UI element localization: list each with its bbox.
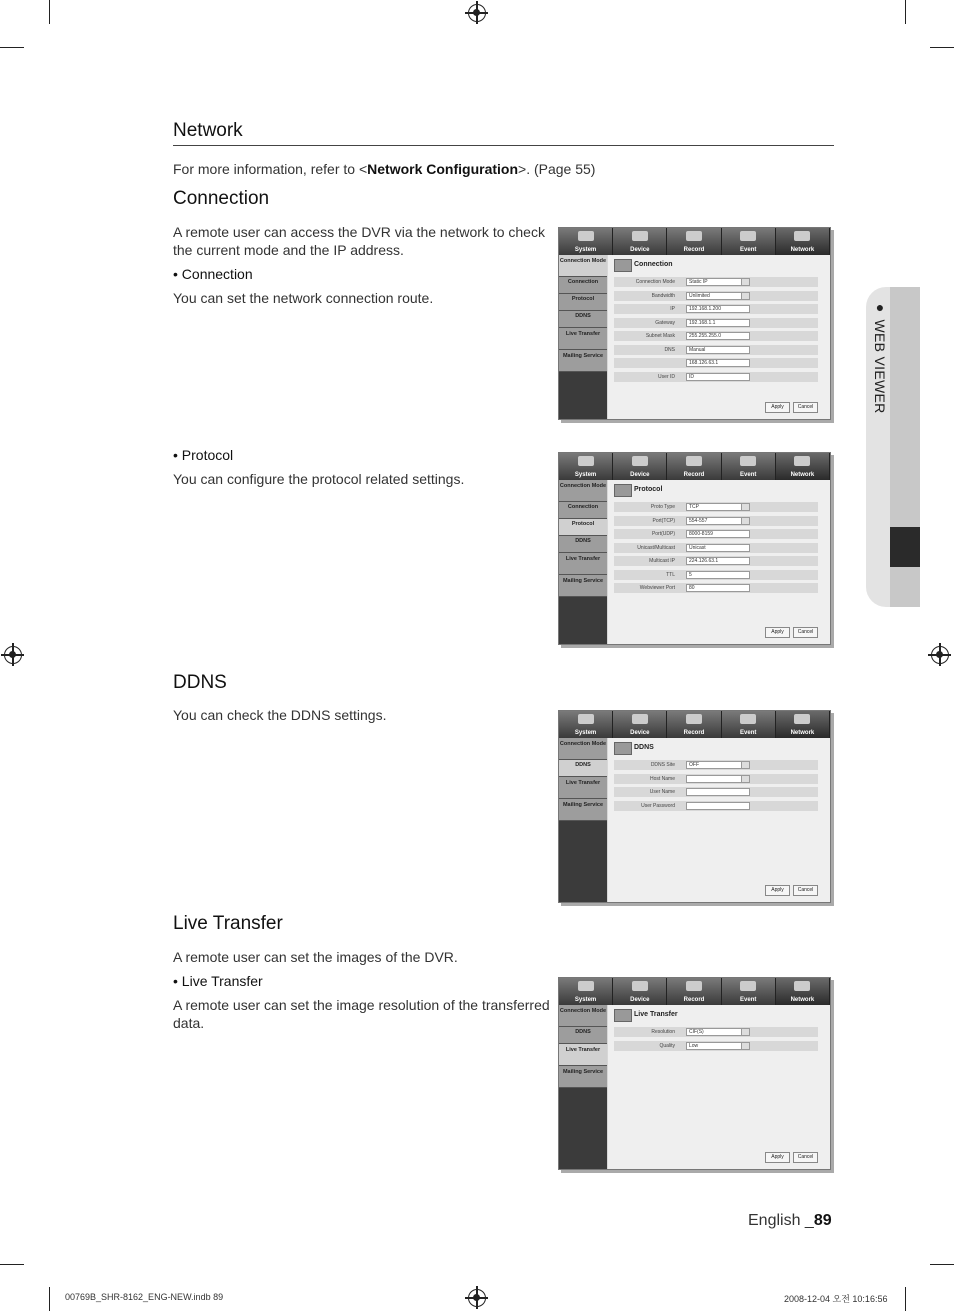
form-row <box>614 774 818 784</box>
tab-device[interactable] <box>613 228 667 255</box>
tab-network[interactable] <box>776 978 830 1005</box>
ref-link-text: Network Configuration <box>367 161 519 177</box>
sidebar-item[interactable]: Connection Mode <box>559 1005 607 1027</box>
screen-toolbar <box>559 453 830 480</box>
bullet-connection: • Connection <box>173 266 253 282</box>
form-row <box>614 529 818 539</box>
form-row <box>614 358 818 368</box>
form-row <box>614 1027 818 1037</box>
crop-mark <box>0 1264 24 1265</box>
cancel-button[interactable]: Cancel <box>793 627 818 638</box>
tab-network[interactable] <box>776 453 830 480</box>
sidebar-item[interactable]: DDNS <box>559 536 607 553</box>
screen-main-panel <box>608 738 830 902</box>
field-value[interactable]: ID <box>686 373 750 381</box>
sidebar-item[interactable]: Mailing Service <box>559 799 607 821</box>
tab-label: Device <box>630 730 650 736</box>
tab-system[interactable] <box>559 228 613 255</box>
panel-title: DDNS <box>614 742 654 754</box>
form-row <box>614 570 818 580</box>
field-label: Bandwidth <box>651 292 675 299</box>
sidebar-item[interactable]: DDNS <box>559 760 607 777</box>
form-row <box>614 1041 818 1051</box>
form-row <box>614 543 818 553</box>
side-tab-marker <box>890 527 920 567</box>
field-label: DDNS Site <box>650 762 675 768</box>
tab-record[interactable] <box>667 711 721 738</box>
registration-mark-icon <box>468 4 486 22</box>
event-icon <box>740 456 756 466</box>
field-label: Host Name <box>649 775 675 782</box>
record-icon <box>686 231 702 241</box>
field-value[interactable]: 192.168.1.1 <box>686 319 750 327</box>
field-value[interactable]: 5 <box>686 571 750 579</box>
cancel-button[interactable]: Cancel <box>793 1152 818 1163</box>
side-tab-text: WEB VIEWER <box>872 319 888 414</box>
field-value[interactable] <box>686 775 750 783</box>
registration-mark-icon <box>4 646 22 664</box>
ddns-desc: You can check the DDNS settings. <box>173 707 387 723</box>
screenshot-protocol <box>558 452 831 645</box>
form-row <box>614 277 818 287</box>
field-value[interactable]: Unicast <box>686 544 750 552</box>
field-value[interactable]: OFF <box>686 761 750 769</box>
tab-label: Event <box>740 247 757 253</box>
sidebar-item[interactable]: Live Transfer <box>559 1044 607 1066</box>
ref-suffix: >. (Page 55) <box>518 161 596 177</box>
tab-device[interactable] <box>613 711 667 738</box>
cancel-button[interactable]: Cancel <box>793 885 818 896</box>
sidebar-item[interactable]: Connection Mode <box>559 255 607 277</box>
record-icon <box>686 456 702 466</box>
field-value[interactable]: 192.168.1.200 <box>686 305 750 313</box>
device-icon <box>632 714 648 724</box>
form-row <box>614 331 818 341</box>
field-value[interactable]: Unlimited <box>686 292 750 300</box>
field-value[interactable]: Static IP <box>686 278 750 286</box>
field-label: Multicast IP <box>649 558 675 564</box>
bullet-dot-icon: ● <box>872 299 888 316</box>
sidebar-item[interactable]: Mailing Service <box>559 1066 607 1088</box>
form-row <box>614 787 818 797</box>
ref-prefix: For more information, refer to < <box>173 161 368 177</box>
screen-sidebar <box>559 255 607 419</box>
form-row <box>614 556 818 566</box>
heading-live-transfer: Live Transfer <box>173 913 283 934</box>
protocol-desc: You can configure the protocol related settings. <box>173 471 465 487</box>
field-value[interactable]: CIF(S) <box>686 1028 750 1036</box>
field-value[interactable]: 8000-8159 <box>686 530 750 538</box>
connection-intro-line1: A remote user can access the DVR via the network to check <box>173 224 545 240</box>
tab-record[interactable] <box>667 453 721 480</box>
sidebar-item[interactable]: Connection Mode <box>559 738 607 760</box>
tab-system[interactable] <box>559 978 613 1005</box>
live-transfer-desc-line1: A remote user can set the image resolution of the transferred <box>173 997 550 1013</box>
tab-event[interactable] <box>722 228 776 255</box>
tab-label: Record <box>683 247 705 253</box>
connection-intro-line2: the current mode and the IP address. <box>173 242 404 258</box>
tab-system[interactable] <box>559 711 613 738</box>
footer-page: 89 <box>813 1212 832 1229</box>
field-label: User Name <box>649 789 675 795</box>
screen-toolbar <box>559 978 830 1005</box>
form-row <box>614 318 818 328</box>
field-label: Unicast/Multicast <box>637 544 675 551</box>
tab-label: Record <box>683 997 705 1003</box>
tab-label: Event <box>740 997 757 1003</box>
field-label: Resolution <box>651 1029 675 1035</box>
tab-network[interactable] <box>776 228 830 255</box>
tab-label: Network <box>790 472 815 478</box>
field-label: IP <box>670 306 675 312</box>
field-label: Gateway <box>655 319 675 326</box>
field-label: Quality <box>659 1042 675 1049</box>
panel-title: Live Transfer <box>614 1009 678 1021</box>
record-icon <box>686 714 702 724</box>
sidebar-item[interactable]: Mailing Service <box>559 575 607 597</box>
heading-rule <box>173 145 834 146</box>
system-icon <box>578 714 594 724</box>
field-label: User Password <box>641 802 675 809</box>
heading-connection: Connection <box>173 188 270 209</box>
network-icon <box>794 714 810 724</box>
form-row <box>614 583 818 593</box>
registration-mark-icon <box>468 1289 486 1307</box>
tab-device[interactable] <box>613 978 667 1005</box>
tab-label: System <box>574 730 597 736</box>
tab-device[interactable] <box>613 453 667 480</box>
sidebar-item[interactable]: Live Transfer <box>559 777 607 799</box>
sidebar-item[interactable]: Protocol <box>559 294 607 311</box>
tab-system[interactable] <box>559 453 613 480</box>
form-row <box>614 801 818 811</box>
screen-toolbar <box>559 711 830 738</box>
crop-mark <box>930 1264 954 1265</box>
side-tab <box>866 287 920 607</box>
field-value[interactable]: Manual <box>686 346 750 354</box>
crop-mark <box>49 1287 50 1311</box>
event-icon <box>740 714 756 724</box>
tab-label: Device <box>630 247 650 253</box>
tab-label: Device <box>630 997 650 1003</box>
screen-toolbar <box>559 228 830 255</box>
tab-label: Record <box>683 472 705 478</box>
field-value[interactable]: 80 <box>686 584 750 592</box>
tab-label: Event <box>740 730 757 736</box>
screenshot-connection <box>558 227 831 420</box>
print-file-info: 00769B_SHR-8162_ENG-NEW.indb 89 <box>65 1292 224 1302</box>
system-icon <box>578 981 594 991</box>
field-label: Port(UDP) <box>651 531 675 537</box>
apply-button[interactable]: Apply <box>765 627 790 638</box>
tab-label: Network <box>790 730 815 736</box>
form-row <box>614 516 818 526</box>
tab-event[interactable] <box>722 711 776 738</box>
field-label: Webviewer Port <box>639 585 675 591</box>
sidebar-item[interactable]: Connection <box>559 277 607 294</box>
network-icon <box>794 231 810 241</box>
field-value[interactable] <box>686 788 750 796</box>
event-icon <box>740 231 756 241</box>
field-label: Connection Mode <box>635 279 675 285</box>
device-icon <box>632 231 648 241</box>
field-label: Proto Type <box>650 504 675 510</box>
form-row <box>614 760 818 770</box>
screen-sidebar <box>559 738 607 902</box>
screenshot-live-transfer <box>558 977 831 1170</box>
side-tab-label <box>872 299 888 414</box>
crop-mark <box>49 0 50 24</box>
sidebar-item[interactable]: Protocol <box>559 519 607 536</box>
tab-label: System <box>574 997 597 1003</box>
page-number <box>748 1212 832 1230</box>
cancel-button[interactable]: Cancel <box>793 402 818 413</box>
network-icon <box>794 981 810 991</box>
panel-title: Protocol <box>614 484 662 496</box>
tab-label: Event <box>740 472 757 478</box>
network-icon <box>794 456 810 466</box>
registration-mark-icon <box>931 646 949 664</box>
tab-event[interactable] <box>722 453 776 480</box>
tab-label: Network <box>790 997 815 1003</box>
form-row <box>614 345 818 355</box>
form-row <box>614 291 818 301</box>
panel-title: Connection <box>614 259 673 271</box>
screen-sidebar <box>559 1005 607 1169</box>
field-label: Subnet Mask <box>645 333 675 339</box>
screen-main-panel <box>608 255 830 419</box>
field-label: Port(TCP) <box>652 517 675 524</box>
live-transfer-desc-line2: data. <box>173 1015 205 1031</box>
sidebar-item[interactable]: Connection Mode <box>559 480 607 502</box>
apply-button[interactable]: Apply <box>765 402 790 413</box>
field-label: DNS <box>664 346 675 353</box>
screen-main-panel <box>608 1005 830 1169</box>
sidebar-item[interactable]: Mailing Service <box>559 350 607 372</box>
sidebar-item[interactable]: DDNS <box>559 1027 607 1044</box>
form-row <box>614 502 818 512</box>
field-value[interactable]: 554-557 <box>686 517 750 525</box>
tab-label: Network <box>790 247 815 253</box>
device-icon <box>632 981 648 991</box>
heading-ddns: DDNS <box>173 672 227 693</box>
connection-desc: You can set the network connection route. <box>173 290 434 306</box>
tab-record[interactable] <box>667 978 721 1005</box>
apply-button[interactable]: Apply <box>765 885 790 896</box>
heading-network: Network <box>173 120 243 141</box>
tab-label: Device <box>630 472 650 478</box>
sidebar-item[interactable]: Live Transfer <box>559 553 607 575</box>
field-value[interactable] <box>686 802 750 810</box>
tab-label: System <box>574 472 597 478</box>
tab-network[interactable] <box>776 711 830 738</box>
apply-button[interactable]: Apply <box>765 1152 790 1163</box>
network-reference <box>173 160 595 178</box>
form-row <box>614 304 818 314</box>
record-icon <box>686 981 702 991</box>
bullet-protocol: • Protocol <box>173 447 233 463</box>
footer-lang: English _ <box>748 1212 814 1229</box>
print-date-info: 2008-12-04 오전 10:16:56 <box>784 1294 888 1304</box>
system-icon <box>578 456 594 466</box>
tab-label: Record <box>683 730 705 736</box>
crop-mark <box>905 0 906 24</box>
device-icon <box>632 456 648 466</box>
field-value[interactable]: 255.255.255.0 <box>686 332 750 340</box>
field-label: TTL <box>666 571 675 578</box>
screenshot-ddns <box>558 710 831 903</box>
field-label: User ID <box>658 373 675 380</box>
crop-mark <box>905 1287 906 1311</box>
tab-record[interactable] <box>667 228 721 255</box>
tab-label: System <box>574 247 597 253</box>
live-transfer-intro: A remote user can set the images of the DVR. <box>173 949 458 965</box>
bullet-live-transfer: • Live Transfer <box>173 973 263 989</box>
tab-event[interactable] <box>722 978 776 1005</box>
field-value[interactable]: 168.126.63.1 <box>686 359 750 367</box>
crop-mark <box>930 47 954 48</box>
event-icon <box>740 981 756 991</box>
sidebar-item[interactable]: DDNS <box>559 311 607 328</box>
field-value[interactable]: Low <box>686 1042 750 1050</box>
sidebar-item[interactable]: Live Transfer <box>559 328 607 350</box>
sidebar-item[interactable]: Connection <box>559 502 607 519</box>
field-value[interactable]: TCP <box>686 503 750 511</box>
field-value[interactable]: 224.126.63.1 <box>686 557 750 565</box>
screen-sidebar <box>559 480 607 644</box>
screen-main-panel <box>608 480 830 644</box>
form-row <box>614 372 818 382</box>
system-icon <box>578 231 594 241</box>
crop-mark <box>0 47 24 48</box>
